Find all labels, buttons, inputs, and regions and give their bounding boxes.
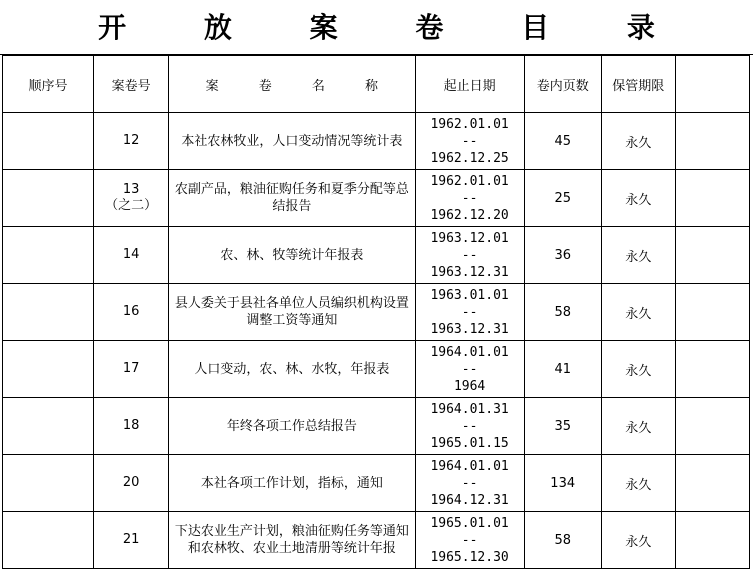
cell-pages[interactable]	[524, 113, 601, 170]
date-start: 1963.01.01	[430, 287, 509, 303]
volume-value: 13	[122, 182, 140, 197]
cell-pages[interactable]	[524, 227, 601, 284]
cell-seq[interactable]	[3, 113, 94, 170]
date-separator: --	[461, 475, 478, 491]
cell-name[interactable]	[169, 455, 415, 512]
cell-seq[interactable]	[3, 512, 94, 569]
cell-volume[interactable]	[94, 341, 169, 398]
date-end: 1964	[453, 378, 486, 394]
date-separator: --	[461, 190, 478, 206]
cell-volume[interactable]	[94, 170, 169, 227]
period-value: 永久	[625, 477, 652, 493]
date-end: 1965.12.30	[430, 549, 509, 565]
cell-date[interactable]	[415, 341, 524, 398]
name-value: 下达农业生产计划，粮油征购任务等通知和农林牧、农业土地清册等统计年报	[174, 524, 409, 556]
date-separator: --	[461, 247, 478, 263]
header-row	[3, 56, 750, 113]
cell-pages[interactable]	[524, 512, 601, 569]
date-start: 1964.01.01	[430, 458, 509, 474]
cell-period[interactable]	[601, 512, 675, 569]
date-end: 1962.12.20	[430, 207, 509, 223]
table-row	[3, 398, 750, 455]
pages-value: 41	[554, 361, 571, 377]
date-start: 1963.12.01	[430, 230, 509, 246]
table-row	[3, 455, 750, 512]
cell-period[interactable]	[601, 227, 675, 284]
pages-value: 58	[554, 532, 571, 548]
volume-value: 18	[122, 418, 140, 433]
period-value: 永久	[625, 306, 652, 322]
volume-value: 17	[122, 361, 140, 376]
cell-date[interactable]	[415, 170, 524, 227]
cell-name[interactable]	[169, 113, 415, 170]
table-row	[3, 284, 750, 341]
cell-extra[interactable]	[675, 341, 749, 398]
cell-seq[interactable]	[3, 398, 94, 455]
cell-date[interactable]	[415, 227, 524, 284]
date-start: 1964.01.31	[430, 401, 509, 417]
period-value: 永久	[625, 249, 652, 265]
table-body	[3, 113, 750, 569]
pages-value: 36	[554, 247, 571, 263]
cell-pages[interactable]	[524, 170, 601, 227]
name-value: 县人委关于县社各单位人员编织机构设置调整工资等通知	[174, 296, 409, 328]
header-name[interactable]	[169, 56, 415, 113]
date-end: 1962.12.25	[430, 150, 509, 166]
table-row	[3, 341, 750, 398]
date-end: 1965.01.15	[430, 435, 509, 451]
date-start: 1965.01.01	[430, 515, 509, 531]
date-end: 1963.12.31	[430, 264, 509, 280]
cell-extra[interactable]	[675, 455, 749, 512]
date-separator: --	[461, 133, 478, 149]
period-value: 永久	[625, 192, 652, 208]
period-value: 永久	[625, 363, 652, 379]
header-extra[interactable]	[675, 56, 749, 113]
table-row	[3, 227, 750, 284]
cell-name[interactable]	[169, 227, 415, 284]
date-separator: --	[461, 361, 478, 377]
volume-value: 12	[122, 133, 140, 148]
date-start: 1964.01.01	[430, 344, 509, 360]
cell-seq[interactable]	[3, 284, 94, 341]
cell-extra[interactable]	[675, 170, 749, 227]
volume-value: 21	[122, 532, 140, 547]
cell-name[interactable]	[169, 170, 415, 227]
name-value: 农副产品，粮油征购任务和夏季分配等总结报告	[174, 182, 409, 214]
cell-period[interactable]	[601, 170, 675, 227]
date-end: 1964.12.31	[430, 492, 509, 508]
period-value: 永久	[625, 135, 652, 151]
header-volume[interactable]: 案卷号	[94, 56, 169, 113]
cell-period[interactable]	[601, 284, 675, 341]
name-value: 年终各项工作总结报告	[226, 418, 357, 434]
cell-extra[interactable]	[675, 512, 749, 569]
date-separator: --	[461, 418, 478, 434]
volume-value: 16	[122, 304, 140, 319]
pages-value: 134	[550, 475, 576, 491]
cell-name[interactable]	[169, 398, 415, 455]
cell-extra[interactable]	[675, 284, 749, 341]
date-separator: --	[461, 304, 478, 320]
cell-seq[interactable]	[3, 341, 94, 398]
cell-date[interactable]	[415, 512, 524, 569]
pages-value: 45	[554, 133, 571, 149]
cell-volume[interactable]	[94, 227, 169, 284]
cell-seq[interactable]	[3, 227, 94, 284]
volume-sub: （之二）	[105, 198, 158, 213]
cell-extra[interactable]	[675, 398, 749, 455]
header-date[interactable]: 起止日期	[415, 56, 524, 113]
cell-name[interactable]	[169, 341, 415, 398]
pages-value: 25	[554, 190, 571, 206]
cell-date[interactable]	[415, 113, 524, 170]
pages-value: 35	[554, 418, 571, 434]
table-row	[3, 113, 750, 170]
date-start: 1962.01.01	[430, 173, 509, 189]
name-value: 农、林、牧等统计年报表	[220, 247, 364, 263]
period-value: 永久	[625, 534, 652, 550]
header-period[interactable]: 保管期限	[601, 56, 675, 113]
cell-period[interactable]	[601, 398, 675, 455]
period-value: 永久	[625, 420, 652, 436]
name-value: 本社各项工作计划，指标，通知	[200, 475, 383, 491]
header-pages[interactable]: 卷内页数	[524, 56, 601, 113]
name-value: 人口变动，农、林、水牧，年报表	[194, 361, 390, 377]
cell-seq[interactable]	[3, 170, 94, 227]
cell-volume[interactable]	[94, 512, 169, 569]
cell-name[interactable]	[169, 284, 415, 341]
name-value: 本社农林牧业，人口变动情况等统计表	[181, 133, 403, 149]
cell-extra[interactable]	[675, 227, 749, 284]
page-title: 开 放 案 卷 目 录	[98, 11, 689, 44]
cell-name[interactable]	[169, 512, 415, 569]
cell-pages[interactable]	[524, 455, 601, 512]
cell-date[interactable]	[415, 455, 524, 512]
date-end: 1963.12.31	[430, 321, 509, 337]
cell-pages[interactable]	[524, 341, 601, 398]
header-name-label: 案 卷 名 称	[205, 78, 397, 94]
cell-volume[interactable]	[94, 113, 169, 170]
cell-pages[interactable]	[524, 398, 601, 455]
table-row	[3, 512, 750, 569]
header-seq[interactable]: 顺序号	[3, 56, 94, 113]
date-start: 1962.01.01	[430, 116, 509, 132]
cell-volume[interactable]	[94, 455, 169, 512]
title-row	[0, 0, 753, 55]
cell-period[interactable]	[601, 341, 675, 398]
cell-volume[interactable]	[94, 398, 169, 455]
cell-period[interactable]	[601, 113, 675, 170]
cell-volume[interactable]	[94, 284, 169, 341]
cell-date[interactable]	[415, 398, 524, 455]
cell-date[interactable]	[415, 284, 524, 341]
catalog-table	[2, 55, 750, 569]
date-separator: --	[461, 532, 478, 548]
volume-value: 14	[122, 247, 140, 262]
cell-pages[interactable]	[524, 284, 601, 341]
cell-seq[interactable]	[3, 455, 94, 512]
table-row	[3, 170, 750, 227]
cell-extra[interactable]	[675, 113, 749, 170]
volume-value: 20	[122, 475, 140, 490]
pages-value: 58	[554, 304, 571, 320]
cell-period[interactable]	[601, 455, 675, 512]
